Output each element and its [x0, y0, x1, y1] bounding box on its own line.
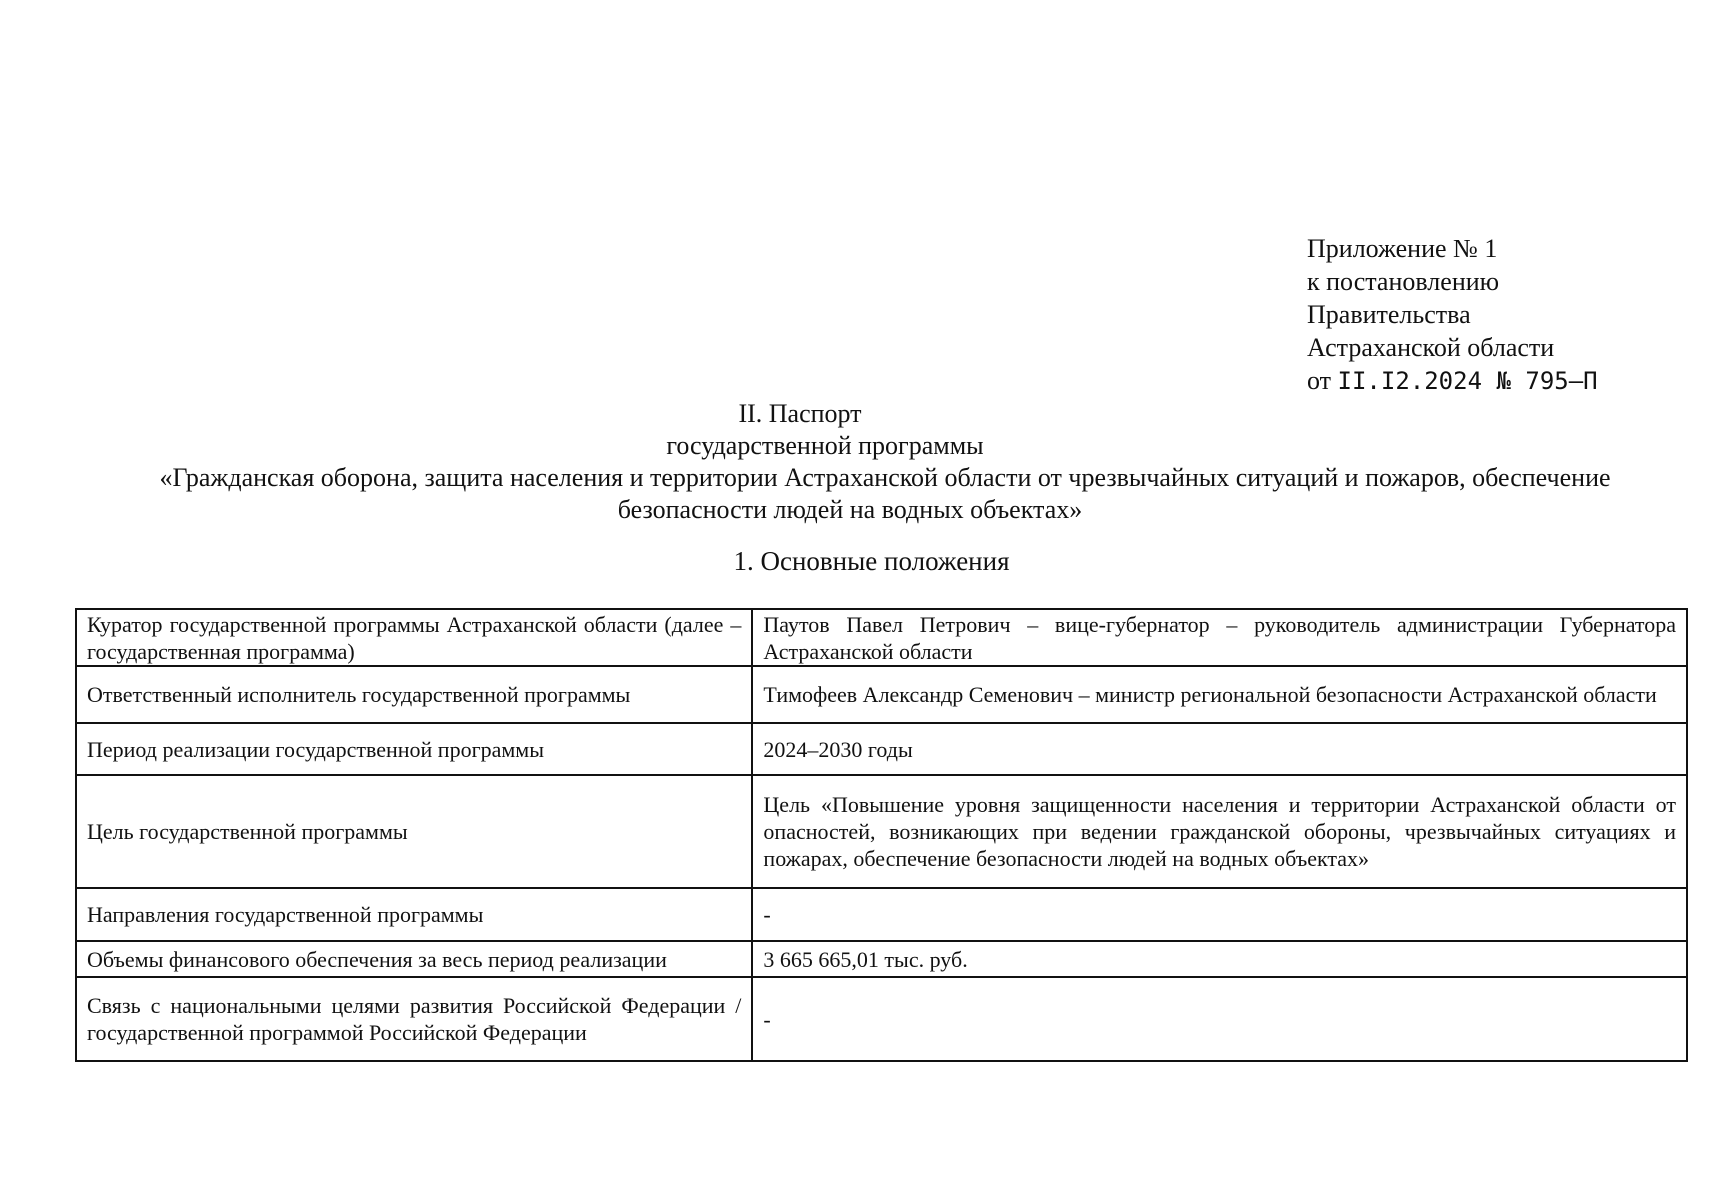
- appendix-line-3: Правительства: [1307, 300, 1471, 329]
- row-value: Тимофеев Александр Семенович – министр региональной безопасности Астраханской области: [752, 666, 1687, 723]
- appendix-block: [1307, 232, 1598, 398]
- row-label: Период реализации государственной программы: [76, 723, 752, 775]
- table-row: [76, 775, 1687, 888]
- title-line-4: безопасности людей на водных объектах»: [617, 495, 1083, 524]
- title-line-3: «Гражданская оборона, защита населения и территории Астраханской области от чрезвычайных ситуаций и пожаров, обеспечение: [159, 463, 1611, 492]
- row-label: Объемы финансового обеспечения за весь период реализации: [76, 941, 752, 977]
- row-value: 2024–2030 годы: [752, 723, 1687, 775]
- appendix-line-2: к постановлению: [1307, 267, 1500, 296]
- section-title: 1. Основные положения: [733, 546, 1010, 576]
- row-label: Направления государственной программы: [76, 888, 752, 941]
- table-row: [76, 977, 1687, 1061]
- row-label: Куратор государственной программы Астраханской области (далее – государственная программа): [76, 609, 752, 666]
- appendix-line-1: Приложение № 1: [1307, 234, 1498, 263]
- row-value: Цель «Повышение уровня защищенности населения и территории Астраханской области от опасностей, возникающих при ведении гражданской обороны, чрезвычайных ситуациях и пожарах, обеспечение безопасности людей на водных объектах»: [752, 775, 1687, 888]
- table-row: [76, 723, 1687, 775]
- document-title: [70, 398, 1700, 526]
- row-label: Связь с национальными целями развития Российской Федерации / государственной программой Российской Федерации: [76, 977, 752, 1061]
- title-line-1: II. Паспорт: [738, 399, 862, 428]
- row-value: -: [752, 977, 1687, 1061]
- title-line-2: государственной программы: [666, 431, 984, 460]
- table-row: [76, 609, 1687, 666]
- row-value: Паутов Павел Петрович – вице-губернатор – руководитель администрации Губернатора Астраханской области: [752, 609, 1687, 666]
- appendix-date-line: [1307, 364, 1598, 398]
- table-row: [76, 666, 1687, 723]
- passport-table: [75, 608, 1688, 1062]
- row-label: Ответственный исполнитель государственной программы: [76, 666, 752, 723]
- table-row: [76, 941, 1687, 977]
- row-value: -: [752, 888, 1687, 941]
- appendix-line-4: Астраханской области: [1307, 333, 1555, 362]
- row-label: Цель государственной программы: [76, 775, 752, 888]
- appendix-date-prefix: от: [1307, 366, 1332, 395]
- appendix-date-number: II.I2.2024 № 795–П: [1337, 367, 1598, 395]
- row-value: 3 665 665,01 тыс. руб.: [752, 941, 1687, 977]
- table-row: [76, 888, 1687, 941]
